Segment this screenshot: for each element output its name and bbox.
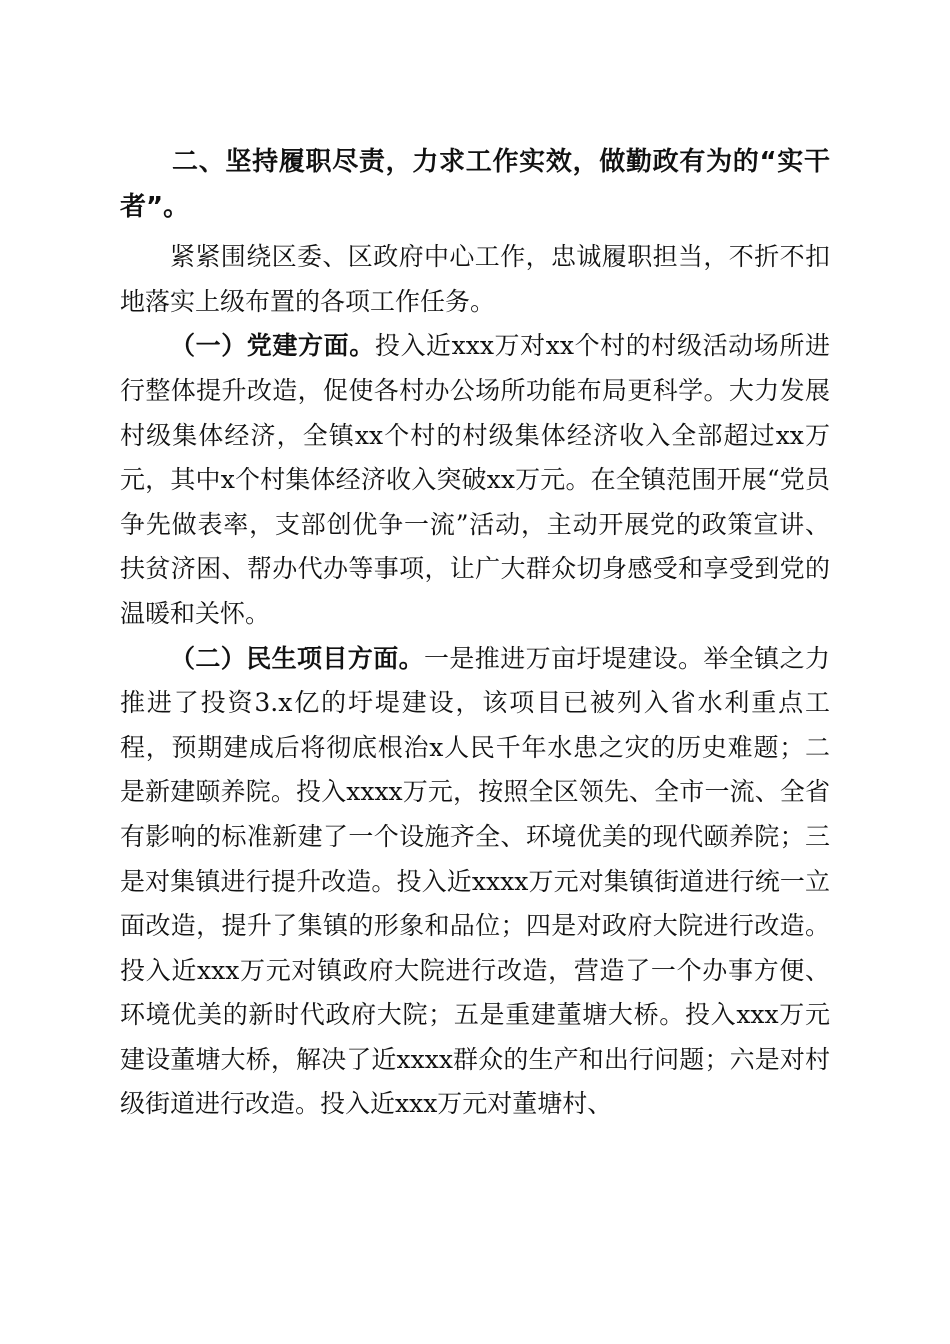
paragraph-party-building xyxy=(120,324,830,636)
intro-paragraph: 紧紧围绕区委、区政府中心工作，忠诚履职担当，不折不扣地落实上级布置的各项工作任务。 xyxy=(120,242,830,316)
paragraph-title: （二）民生项目方面。 xyxy=(170,643,424,673)
paragraph-livelihood-projects xyxy=(120,637,830,1128)
document-body xyxy=(120,140,830,1127)
paragraph-text: 投入近xxx万对xx个村的村级活动场所进行整体提升改造，促使各村办公场所功能布局更科学。大力发展村级集体经济，全镇xx个村的村级集体经济收入全部超过xx万元，其中x个村集体经济收入突破xx万元。在全镇范围开展“党员争先做表率，支部创优争一流”活动，主动开展党的政策宣讲、扶贫济困、帮办代办等事项，让广大群众切身感受和享受到党的温暖和关怀。 xyxy=(120,331,830,628)
paragraph-title: （一）党建方面。 xyxy=(170,331,375,361)
section-heading: 二、坚持履职尽责，力求工作实效，做勤政有为的“实干者”。 xyxy=(120,147,830,222)
paragraph-text: 一是推进万亩圩堤建设。举全镇之力推进了投资3.x亿的圩堤建设，该项目已被列入省水利重点工程，预期建成后将彻底根治x人民千年水患之灾的历史难题；二是新建颐养院。投入xxxx万元，按照全区领先、全市一流、全省有影响的标准新建了一个设施齐全、环境优美的现代颐养院；三是对集镇进行提升改造。投入近xxxx万元对集镇街道进行统一立面改造，提升了集镇的形象和品位；四是对政府大院进行改造。投入近xxx万元对镇政府大院进行改造，营造了一个办事方便、环境优美的新时代政府大院；五是重建董塘大桥。投入xxx万元建设董塘大桥，解决了近xxxx群众的生产和出行问题；六是对村级街道进行改造。投入近xxx万元对董塘村、 xyxy=(120,643,830,1119)
